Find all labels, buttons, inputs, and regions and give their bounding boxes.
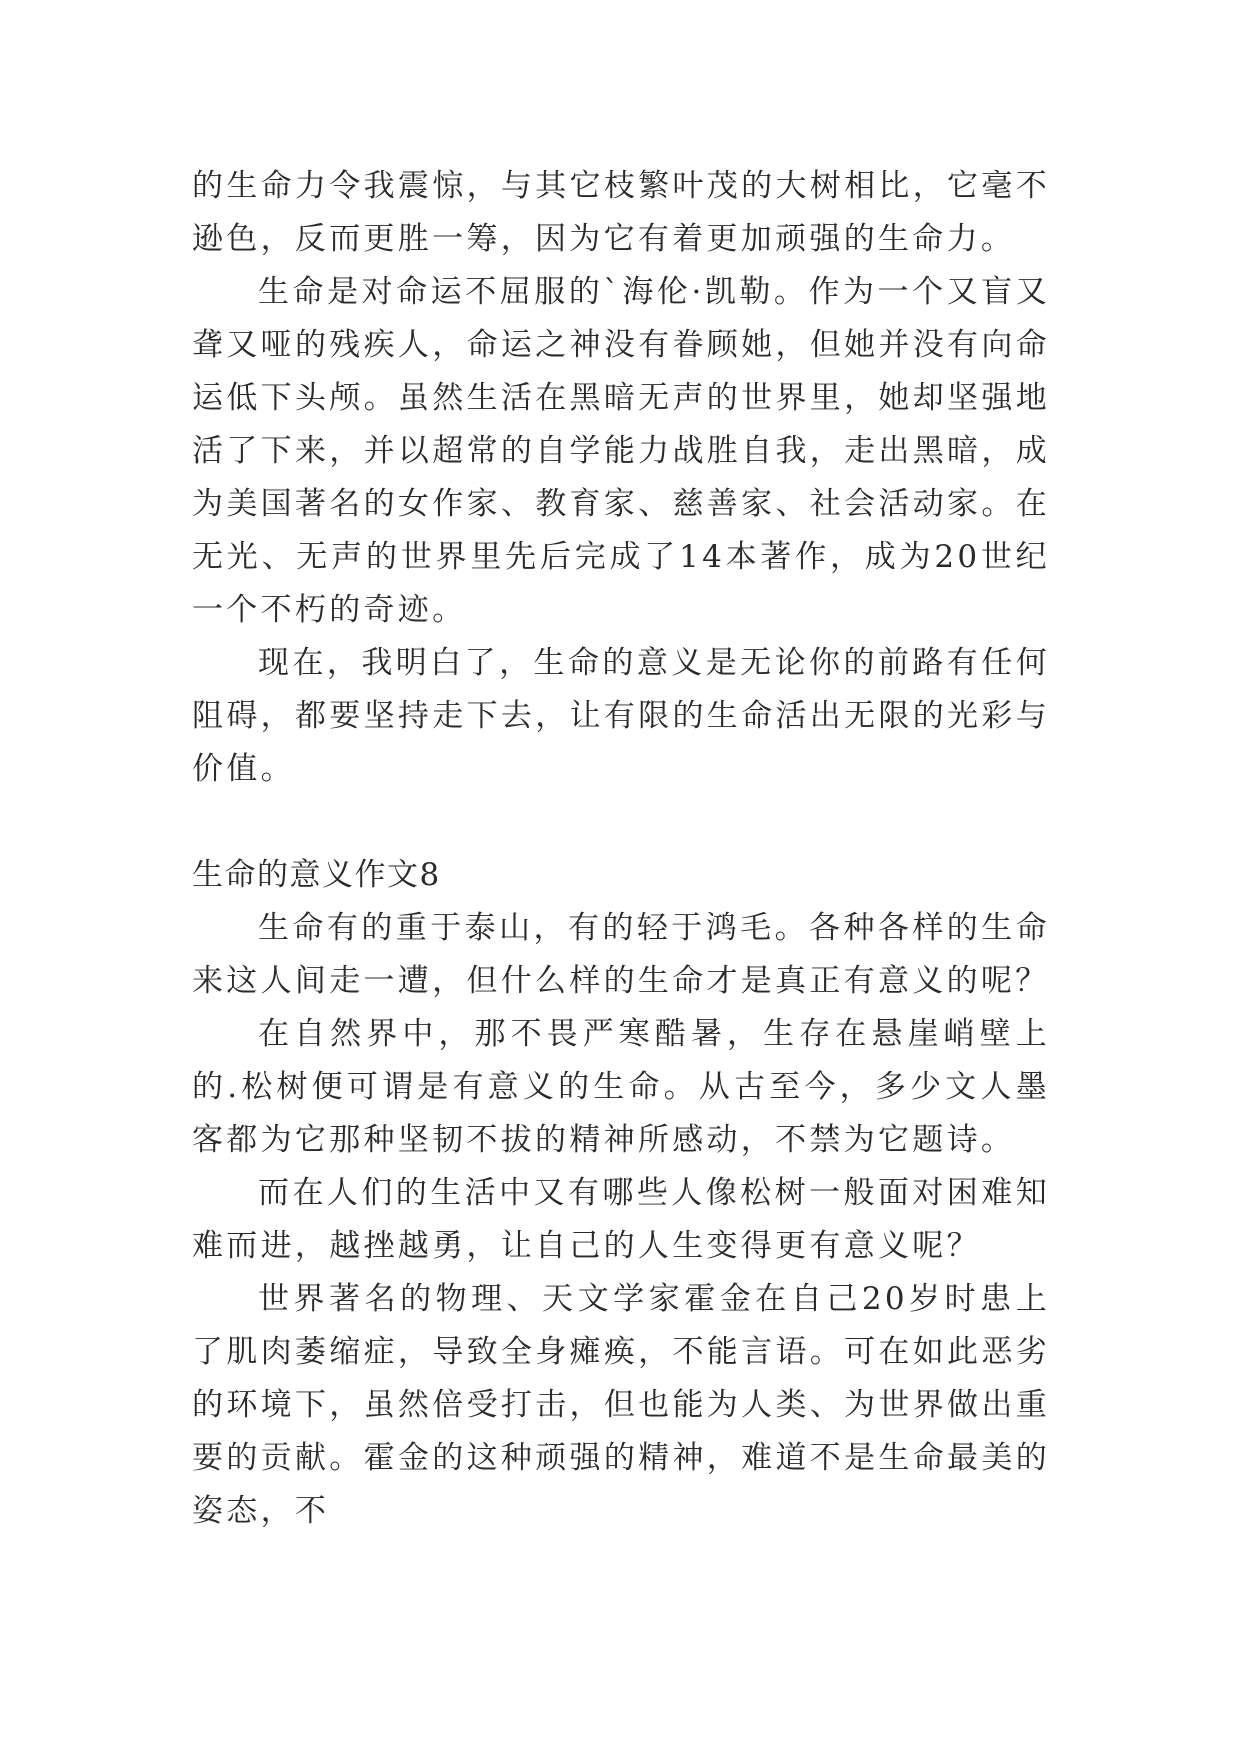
section-title: 生命的意义作文8 [192,857,441,893]
paragraph-hawking: 世界著名的物理、天文学家霍金在自己20岁时患上了肌肉萎缩症，导致全身瘫痪，不能言语。可在如此恶劣的环境下，虽然倍受打击，但也能为人类、为世界做出重要的贡献。霍金的这种顽强的精神，难道不是生命最美的姿态，不 [192,1281,1050,1529]
paragraph-conclusion: 现在，我明白了，生命的意义是无论你的前路有任何阻碍，都要坚持走下去，让有限的生命活出无限的光彩与价值。 [192,645,1050,787]
paragraph-continuation: 的生命力令我震惊，与其它枝繁叶茂的大树相比，它毫不逊色，反而更胜一筹，因为它有着更加顽强的生命力。 [192,168,1050,257]
paragraph-intro: 生命有的重于泰山，有的轻于鸿毛。各种各样的生命来这人间走一遭，但什么样的生命才是真正有意义的呢？ [192,910,1050,999]
paragraph-question: 而在人们的生活中又有哪些人像松树一般面对困难知难而进，越挫越勇，让自己的人生变得更有意义呢？ [192,1175,1050,1264]
document-page [192,160,1050,1538]
paragraph-pine-tree: 在自然界中，那不畏严寒酷暑，生存在悬崖峭壁上的.松树便可谓是有意义的生命。从古至今，多少文人墨客都为它那种坚韧不拔的精神所感动，不禁为它题诗。 [192,1016,1050,1158]
paragraph-helen-keller: 生命是对命运不屈服的`海伦·凯勒。作为一个又盲又聋又哑的残疾人，命运之神没有眷顾她，但她并没有向命运低下头颅。虽然生活在黑暗无声的世界里，她却坚强地活了下来，并以超常的自学能力战胜自我，走出黑暗，成为美国著名的女作家、教育家、慈善家、社会活动家。在无光、无声的世界里先后完成了14本著作，成为20世纪一个不朽的奇迹。 [192,274,1050,628]
